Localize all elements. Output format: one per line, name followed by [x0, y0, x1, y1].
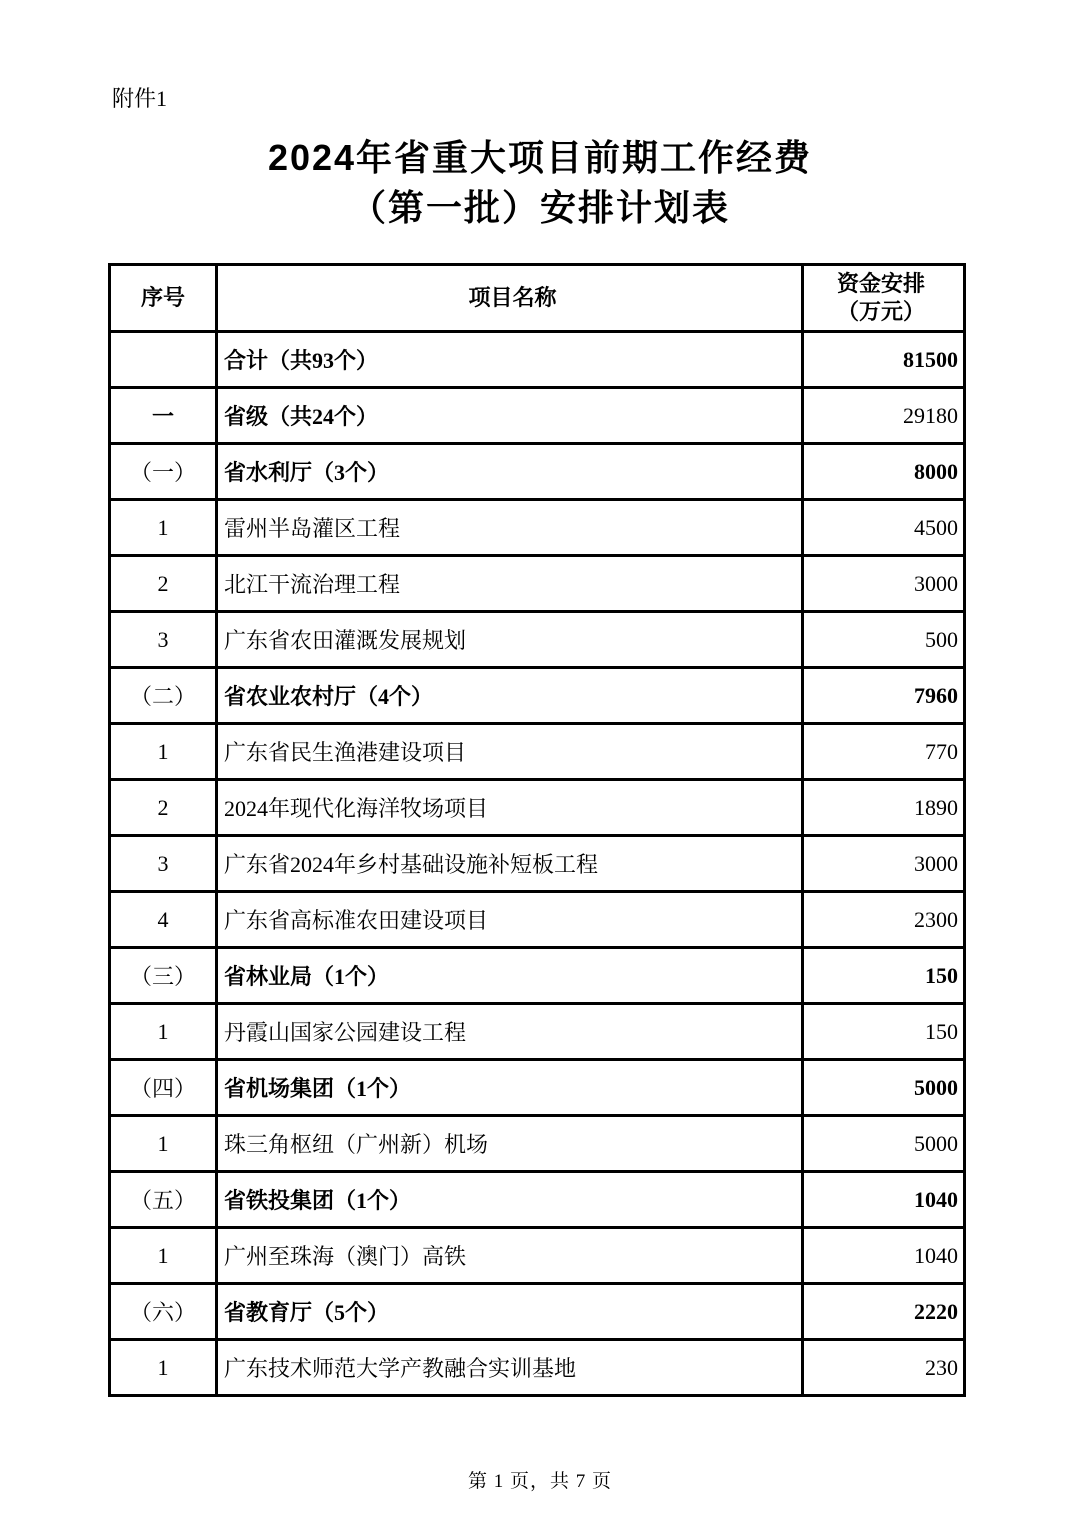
cell-seq: （五）	[110, 1172, 217, 1228]
table-row	[110, 1060, 965, 1116]
table-row	[110, 948, 965, 1004]
cell-amount: 1040	[803, 1228, 965, 1284]
cell-amount: 3000	[803, 836, 965, 892]
table-row	[110, 1004, 965, 1060]
cell-amount: 5000	[803, 1060, 965, 1116]
cell-seq: 1	[110, 1116, 217, 1172]
cell-project-name: 省教育厅（5个）	[217, 1284, 803, 1340]
cell-project-name: 北江干流治理工程	[217, 556, 803, 612]
cell-project-name: 广东省民生渔港建设项目	[217, 724, 803, 780]
table-row	[110, 612, 965, 668]
cell-project-name: 2024年现代化海洋牧场项目	[217, 780, 803, 836]
cell-seq: 4	[110, 892, 217, 948]
cell-amount: 7960	[803, 668, 965, 724]
column-header-amount-line-1: 资金安排	[836, 271, 925, 296]
cell-seq	[110, 332, 217, 388]
cell-amount: 770	[803, 724, 965, 780]
funding-plan-table	[108, 263, 966, 1397]
cell-seq: 3	[110, 612, 217, 668]
table-row	[110, 444, 965, 500]
cell-project-name: 广州至珠海（澳门）高铁	[217, 1228, 803, 1284]
cell-seq: （六）	[110, 1284, 217, 1340]
table-row	[110, 1340, 965, 1396]
table-header-row	[110, 265, 965, 332]
cell-amount: 230	[803, 1340, 965, 1396]
table-row	[110, 1116, 965, 1172]
cell-project-name: 广东省高标准农田建设项目	[217, 892, 803, 948]
cell-project-name: 珠三角枢纽（广州新）机场	[217, 1116, 803, 1172]
cell-amount: 1890	[803, 780, 965, 836]
cell-seq: 3	[110, 836, 217, 892]
page-title-line-1: 2024年省重大项目前期工作经费	[267, 137, 813, 178]
cell-amount: 500	[803, 612, 965, 668]
table-row	[110, 332, 965, 388]
page-footer: 第 1 页，共 7 页	[467, 1471, 612, 1492]
cell-project-name: 广东技术师范大学产教融合实训基地	[217, 1340, 803, 1396]
table-row	[110, 668, 965, 724]
column-header-amount	[803, 265, 965, 332]
cell-amount: 150	[803, 1004, 965, 1060]
table-head	[110, 265, 965, 332]
cell-amount: 29180	[803, 388, 965, 444]
cell-project-name: 丹霞山国家公园建设工程	[217, 1004, 803, 1060]
cell-amount: 3000	[803, 556, 965, 612]
cell-seq: （四）	[110, 1060, 217, 1116]
cell-seq: 1	[110, 500, 217, 556]
cell-seq: 2	[110, 556, 217, 612]
cell-seq: 1	[110, 1340, 217, 1396]
cell-seq: 一	[110, 388, 217, 444]
cell-seq: （三）	[110, 948, 217, 1004]
page-title-line-2: （第一批）安排计划表	[349, 187, 730, 228]
page-title	[0, 133, 1080, 233]
table-row	[110, 1172, 965, 1228]
cell-amount: 2220	[803, 1284, 965, 1340]
column-header-seq: 序号	[110, 265, 217, 332]
cell-project-name: 省水利厅（3个）	[217, 444, 803, 500]
cell-project-name: 广东省农田灌溉发展规划	[217, 612, 803, 668]
cell-amount: 4500	[803, 500, 965, 556]
cell-seq: 2	[110, 780, 217, 836]
table-row	[110, 388, 965, 444]
cell-seq: 1	[110, 1228, 217, 1284]
cell-project-name: 省林业局（1个）	[217, 948, 803, 1004]
cell-seq: （一）	[110, 444, 217, 500]
table-row	[110, 780, 965, 836]
table-body	[110, 332, 965, 1396]
column-header-project-name: 项目名称	[217, 265, 803, 332]
cell-project-name: 省级（共24个）	[217, 388, 803, 444]
table-row	[110, 1284, 965, 1340]
table-row	[110, 556, 965, 612]
table-row	[110, 1228, 965, 1284]
table-row	[110, 836, 965, 892]
cell-amount: 2300	[803, 892, 965, 948]
cell-seq: 1	[110, 724, 217, 780]
cell-amount: 5000	[803, 1116, 965, 1172]
cell-project-name: 雷州半岛灌区工程	[217, 500, 803, 556]
cell-project-name: 省铁投集团（1个）	[217, 1172, 803, 1228]
cell-amount: 8000	[803, 444, 965, 500]
table-row	[110, 724, 965, 780]
cell-project-name: 广东省2024年乡村基础设施补短板工程	[217, 836, 803, 892]
cell-amount: 150	[803, 948, 965, 1004]
cell-project-name: 省机场集团（1个）	[217, 1060, 803, 1116]
cell-seq: 1	[110, 1004, 217, 1060]
cell-amount: 1040	[803, 1172, 965, 1228]
cell-project-name: 合计（共93个）	[217, 332, 803, 388]
cell-amount: 81500	[803, 332, 965, 388]
column-header-amount-line-2: （万元）	[836, 299, 925, 324]
table-row	[110, 892, 965, 948]
cell-seq: （二）	[110, 668, 217, 724]
cell-project-name: 省农业农村厅（4个）	[217, 668, 803, 724]
attachment-label: 附件1	[112, 86, 168, 111]
table-row	[110, 500, 965, 556]
